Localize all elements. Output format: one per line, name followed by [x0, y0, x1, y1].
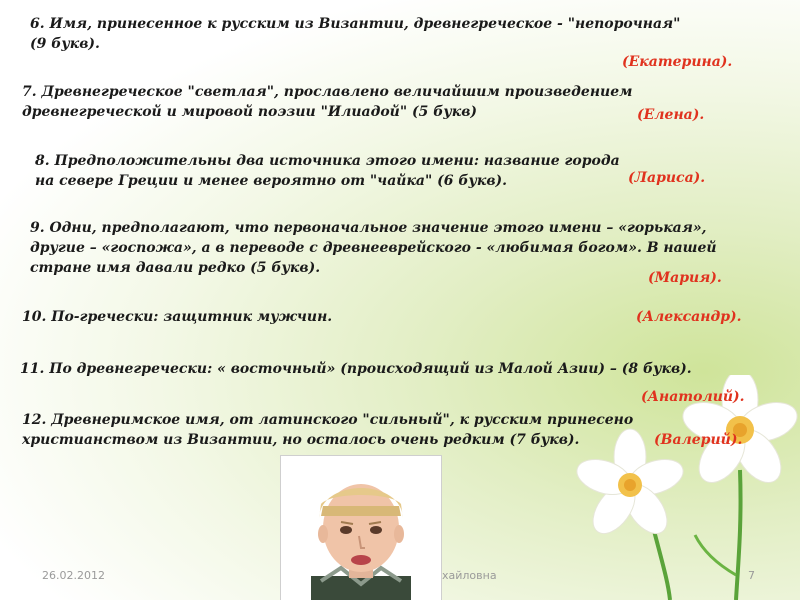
question-line: на севере Греции и менее вероятно от "чайка" (6 букв). [35, 173, 508, 189]
question-line: 12. Древнеримское имя, от латинского "сильный", к русским принесено [22, 412, 634, 428]
daffodil-flowers-image [560, 375, 800, 600]
question-line: (9 букв). [30, 36, 100, 52]
question-11 [20, 359, 692, 379]
question-line: 6. Имя, принесенное к русским из Византии, древнегреческое - "непорочная" [30, 16, 681, 32]
question-line: 8. Предположительны два источника этого имени: название города [35, 153, 620, 169]
footer-date: 26.02.2012 [42, 569, 105, 582]
answer-6: (Екатерина). [622, 54, 733, 70]
answer-11: (Анатолий). [641, 389, 745, 405]
answer-8: (Лариса). [628, 170, 706, 186]
question-7 [22, 82, 632, 122]
answer-7: (Елена). [637, 107, 705, 123]
question-line: 11. По древнегречески: « восточный» (происходящий из Малой Азии) – (8 букв). [20, 361, 692, 377]
question-line: христианством из Византии, но осталось очень редким (7 букв). [22, 432, 580, 448]
page-number: 7 [748, 569, 755, 582]
question-line: стране имя давали редко (5 букв). [30, 260, 321, 276]
footer-author: хайловна [442, 569, 497, 582]
answer-9: (Мария). [648, 270, 722, 286]
question-6 [30, 14, 680, 54]
answer-10: (Александр). [636, 309, 742, 325]
question-10 [22, 307, 332, 327]
question-line: другие – «госпожа», а в переводе с древнееврейского - «любимая богом». В нашей [30, 240, 717, 256]
question-line: 10. По-гречески: защитник мужчин. [22, 309, 333, 325]
question-line: 7. Древнегреческое "светлая", прославлено величайшим произведением [22, 84, 633, 100]
question-12 [22, 410, 633, 450]
question-line: древнегреческой и мировой поэзии "Илиадой" (5 букв) [22, 104, 478, 120]
answer-12: (Валерий). [654, 432, 743, 448]
question-line: 9. Одни, предполагают, что первоначальное значение этого имени – «горькая», [30, 220, 707, 236]
boy-photo [280, 455, 442, 600]
question-9 [30, 218, 717, 278]
question-8 [35, 151, 620, 191]
